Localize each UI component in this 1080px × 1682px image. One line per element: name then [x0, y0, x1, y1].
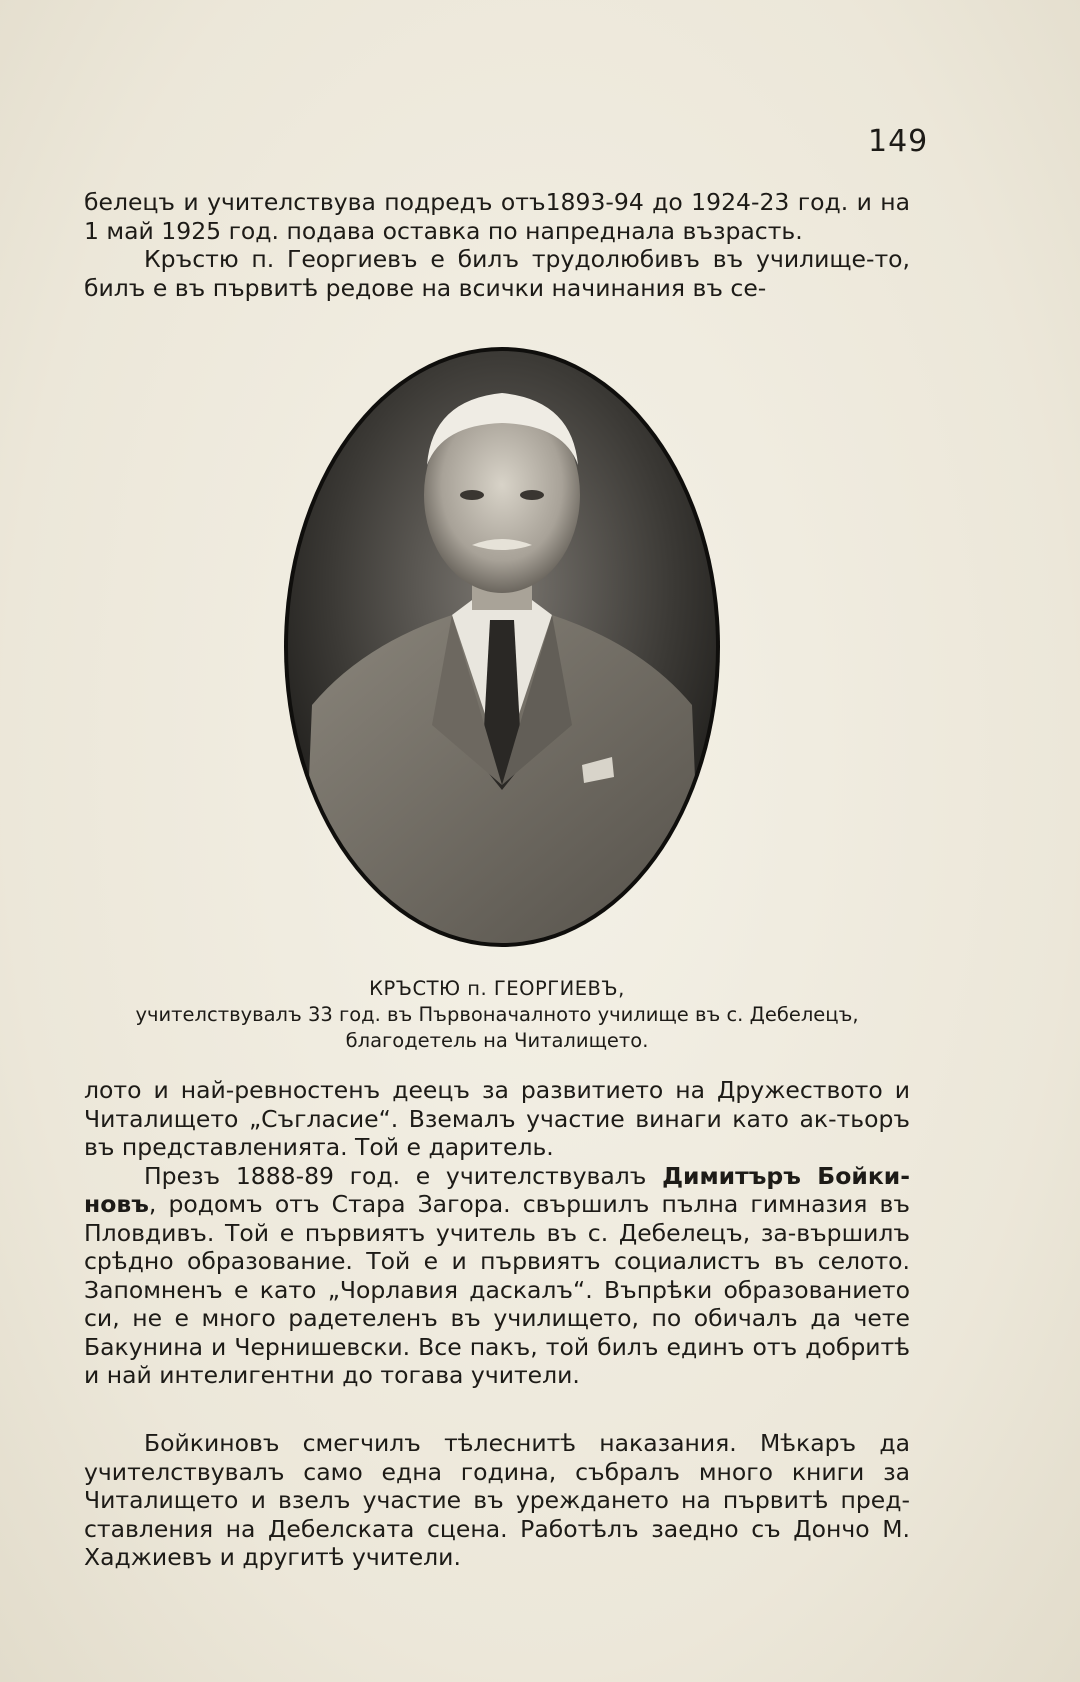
paragraph: Бойкиновъ смегчилъ тѣлеснитѣ наказания. Мѣкаръ да учителствувалъ само една година, събралъ много книги за Читалището и взелъ участие въ уреждането на първитѣ пред-ставления на Дебелската сцена. Работѣлъ заедно съ Дончо М. Хаджиевъ и другитѣ учители.	[84, 1429, 910, 1571]
page-number: 149	[868, 124, 929, 159]
paragraph: Кръстю п. Георгиевъ е билъ трудолюбивъ въ училище-то, билъ е въ първитѣ редове на всички начинания въ се-	[84, 245, 910, 302]
paragraph-rest: , родомъ отъ Стара Загора. свършилъ пълна гимназия въ Пловдивъ. Той е първиятъ учитель въ с. Дебелецъ, за-вършилъ срѣдно образование. Той е и първиятъ социалистъ въ селото. Запомненъ е като „Чорлавия даскалъ“. Въпрѣки образованието си, не е много радетеленъ въ училището, по обичалъ да чете Бакунина и Чернишевски. Все пакъ, той билъ единъ отъ добритѣ и най интелигентни до тогава учители.	[84, 1190, 910, 1389]
portrait-photo	[282, 345, 722, 949]
photo-caption	[84, 976, 910, 1054]
paragraph	[84, 1162, 910, 1390]
portrait-image	[282, 345, 722, 949]
bottom-text-2	[84, 1429, 910, 1572]
paragraph: белецъ и учителствува подредъ отъ1893-94 до 1924-23 год. и на 1 май 1925 год. подава оставка по напреднала възрасть.	[84, 188, 910, 245]
teacher-name: Димитъръ Бойки-новъ	[84, 1161, 910, 1218]
caption-name: КРЪСТЮ п. ГЕОРГИЕВЪ,	[369, 977, 625, 1000]
bottom-text	[84, 1076, 910, 1390]
caption-line: учителствувалъ 33 год. въ Първоначалното училище въ с. Дебелецъ,	[135, 1003, 859, 1026]
paragraph: лото и най-ревностенъ деецъ за развитието на Дружеството и Читалището „Съгласие“. Вземалъ участие винаги като ак-тьоръ въ представленията. Той е даритель.	[84, 1076, 910, 1161]
caption-line: благодетель на Читалището.	[345, 1029, 649, 1052]
top-text	[84, 188, 910, 302]
paragraph-lead: Презъ 1888-89 год. е учителствувалъ	[144, 1161, 663, 1190]
